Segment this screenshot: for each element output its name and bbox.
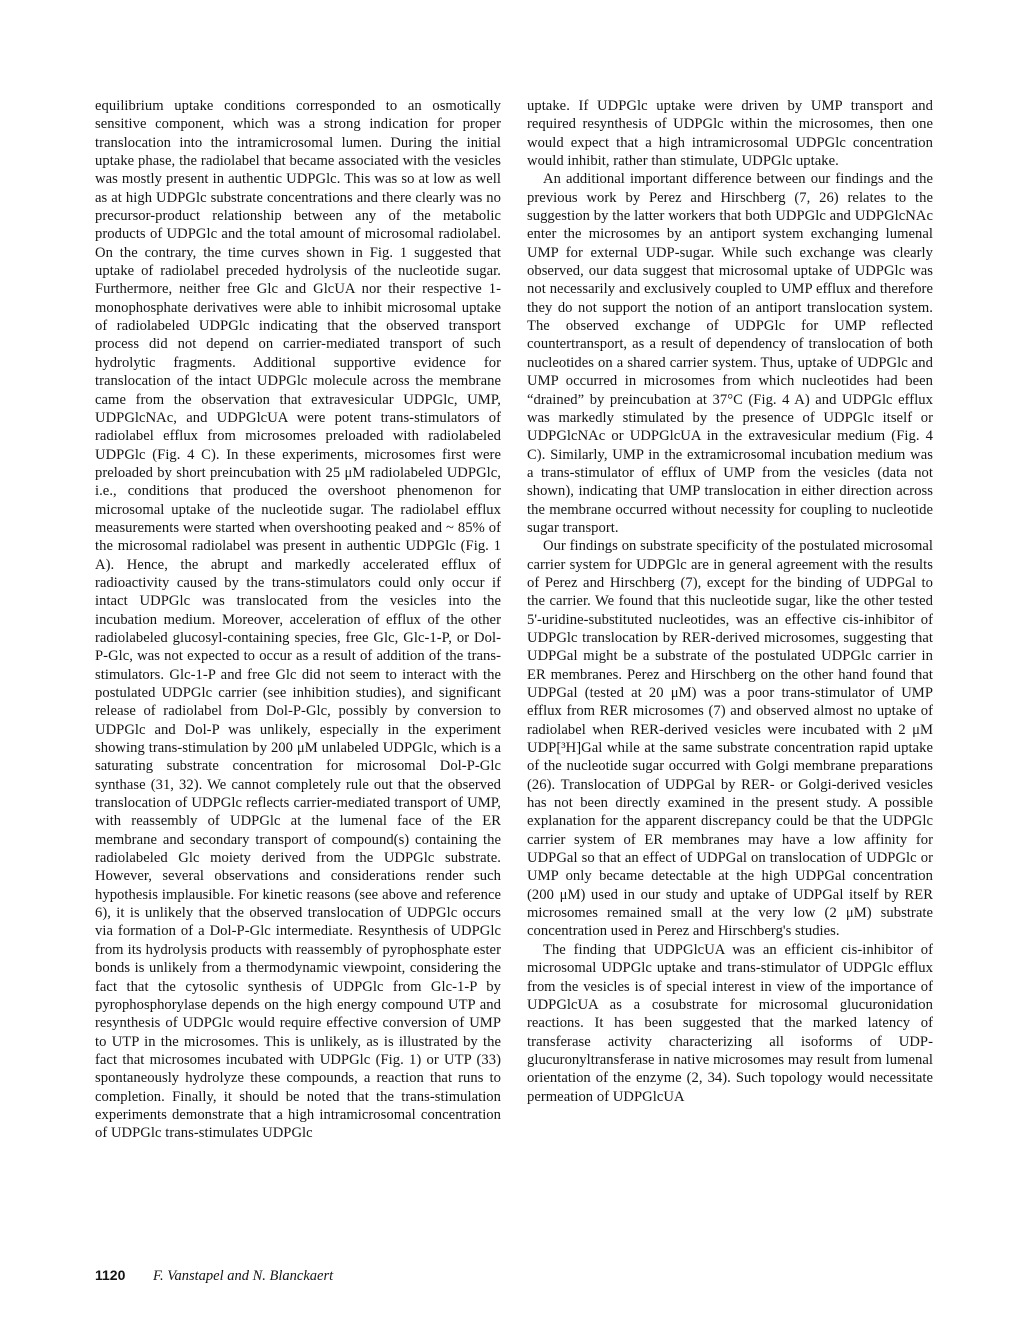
paragraph: The finding that UDPGlcUA was an efficient cis-inhibitor of microsomal UDPGlc uptake and trans-stimulator of UDPGlc efflux from the vesicles is of special interest in view of the importance of UDPGlcUA as a cosubstrate for microsomal glucuronidation reactions. It has been suggested that the marked latency of transferase activity characterizing all isoforms of UDP-glucuronyltransferase in native microsomes may result from lumenal orientation of the enzyme (2, 34). Such topology would necessitate permeation of UDPGlcUA [527,941,933,1105]
right-column [527,97,933,1106]
paragraph: equilibrium uptake conditions corresponded to an osmotically sensitive component, which was a strong indication for proper translocation into the intramicrosomal lumen. During the initial uptake phase, the radiolabel that became associated with the vesicles was mostly present in authentic UDPGlc. This was so at low as well as at high UDPGlc substrate concentrations and there clearly was no precursor-product relationship between any of the metabolic products of UDPGlc and the total amount of microsomal radiolabel. On the contrary, the time curves shown in Fig. 1 suggested that uptake of radiolabel preceded hydrolysis of the nucleotide sugar. Furthermore, neither free Glc and GlcUA nor their respective 1-monophosphate derivatives were able to inhibit microsomal uptake of radiolabeled UDPGlc indicating that the observed transport process did not depend on carrier-mediated transport of such hydrolytic fragments. Additional supportive evidence for translocation of the intact UDPGlc molecule across the membrane came from the observation that extravesicular UDPGlc, UMP, UDPGlcNAc, and UDPGlcUA were potent trans-stimulators of radiolabel efflux from microsomes preloaded with radiolabeled UDPGlc (Fig. 4 C). In these experiments, microsomes first were preloaded by short preincubation with 25 μM radiolabeled UDPGlc, i.e., conditions that produced the overshoot phenomenon for microsomal uptake of the nucleotide sugar. The radiolabel efflux measurements were started when overshooting peaked and ~ 85% of the microsomal radiolabel was present in authentic UDPGlc (Fig. 1 A). Hence, the abrupt and markedly accelerated efflux of radioactivity caused by the trans-stimulators could only occur if intact UDPGlc was translocated from the vesicles into the incubation medium. Moreover, acceleration of efflux of the other radiolabeled glucosyl-containing species, free Glc, Glc-1-P, or Dol-P-Glc, was not expected to occur as a result of addition of the trans-stimulators. Glc-1-P and free Glc did not seem to interact with the postulated UDPGlc carrier (see inhibition studies), and significant release of radiolabel from Dol-P-Glc, possibly by conversion to UDPGlc and Dol-P was unlikely, especially in the experiment showing trans-stimulation by 200 μM unlabeled UDPGlc, which is a saturating substrate concentration for microsomal Dol-P-Glc synthase (31, 32). We cannot completely rule out that the observed translocation of UDPGlc reflects carrier-mediated transport of UMP, with reassembly of UDPGlc at the lumenal face of the ER membrane and secondary transport of compound(s) containing the radiolabeled Glc moiety derived from the UDPGlc substrate. However, several observations and considerations render such hypothesis implausible. For kinetic reasons (see above and reference 6), it is unlikely that the observed translocation of UDPGlc occurs via formation of a Dol-P-Glc intermediate. Resynthesis of UDPGlc from its hydrolysis products with reassembly of pyrophosphate ester bonds is unlikely from a thermodynamic viewpoint, considering the fact that the cytosolic synthesis of UDPGlc from Glc-1-P by pyrophosphorylase depends on the high energy compound UTP and resynthesis of UDPGlc would require effective conversion of UMP to UTP in the microsomes. This is unlikely, as is illustrated by the fact that microsomes incubated with UDPGlc (Fig. 1) or UTP (33) spontaneously hydrolyze these compounds, a reaction that runs to completion. Finally, it should be noted that the trans-stimulation experiments demonstrate that a high intramicrosomal concentration of UDPGlc trans-stimulates UDPGlc [95,98,501,1142]
paragraph: An additional important difference between our findings and the previous work by Perez and Hirschberg (7, 26) relates to the suggestion by the latter workers that both UDPGlc and UDPGlcNAc enter the microsomes by an antiport system exchanging lumenal UMP for external UDP-sugar. While such exchange was clearly observed, our data suggest that microsomal uptake of UDPGlc was not necessarily and exclusively coupled to UMP efflux and therefore they do not support the notion of an antiport translocation system. The observed exchange of UDPGlc for UMP reflected countertransport, as a result of dependency of translocation of both nucleotides on a shared carrier system. Thus, uptake of UDPGlc and UMP occurred in microsomes from which nucleotides had been “drained” by preincubation at 37°C (Fig. 4 A) and UDPGlc efflux was markedly stimulated by the presence of UDPGlc itself or UDPGlcNAc or UDPGlcUA in the extravesicular medium (Fig. 4 C). Similarly, UMP in the extramicrosomal incubation medium was a trans-stimulator of efflux of UMP from the vesicles (data not shown), indicating that UMP translocation in either direction across the membrane occurred without necessity for coupling to nucleotide sugar transport. [527,171,933,536]
text-columns [95,97,933,1143]
page-footer [95,1266,333,1285]
running-authors: F. Vanstapel and N. Blanckaert [153,1268,334,1284]
page-number: 1120 [95,1267,126,1283]
paragraph: Our findings on substrate specificity of the postulated microsomal carrier system for UDPGlc are in general agreement with the results of Perez and Hirschberg (7), except for the binding of UDPGal to the carrier. We found that this nucleotide sugar, like the other tested 5'-uridine-substituted nucleotides, was an effective cis-inhibitor of UDPGlc translocation by RER-derived microsomes, suggesting that UDPGal might be a substrate of the postulated UDPGlc carrier in ER membranes. Perez and Hirschberg on the other hand found that UDPGal (tested at 20 μM) was a poor trans-stimulator of UMP efflux from RER microsomes (7) and observed almost no uptake of radiolabel when RER-derived vesicles were incubated with 2 μM UDP[³H]Gal while at the same substrate concentration rapid uptake of the nucleotide sugar occurred with Golgi membrane preparations (26). Translocation of UDPGal by RER- or Golgi-derived vesicles has not been directly examined in the present study. A possible explanation for the apparent discrepancy could be that the UDPGlc carrier system of ER membranes may have a low affinity for UDPGal so that an effect of UDPGal on translocation of UDPGlc or UMP only became detectable at the high UDPGal concentration (200 μM) used in our study and uptake of UDPGal itself by RER microsomes remained small at the very low (2 μM) substrate concentration used in Perez and Hirschberg's studies. [527,538,933,940]
paragraph: uptake. If UDPGlc uptake were driven by UMP transport and required resynthesis of UDPGlc within the microsomes, then one would expect that a high intramicrosomal UDPGlc concentration would inhibit, rather than stimulate, UDPGlc uptake. [527,98,933,170]
left-column [95,97,501,1143]
